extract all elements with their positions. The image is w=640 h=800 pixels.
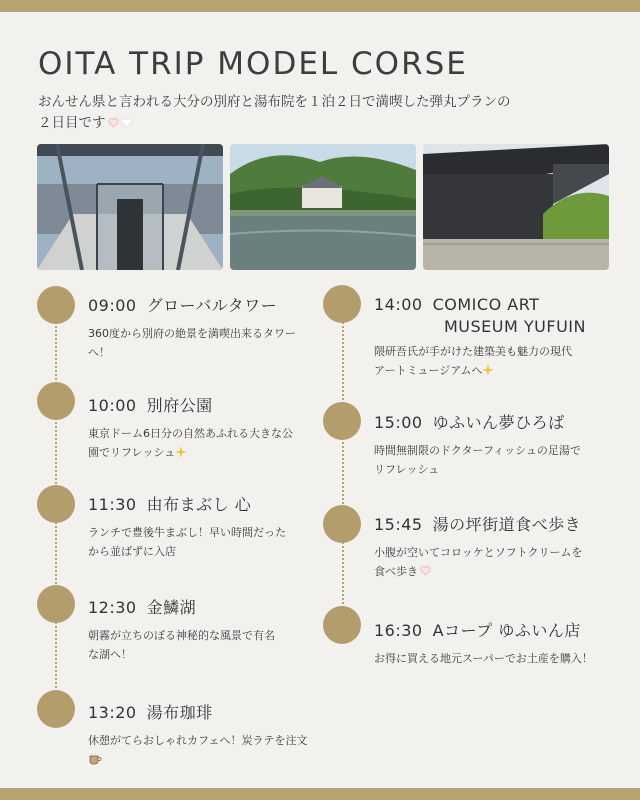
- event-desc: リフレッシュ: [374, 463, 440, 476]
- event-place: 湯布珈琲: [146, 703, 213, 722]
- event-time: 11:30: [88, 495, 137, 514]
- event-place: グローバルタワー: [146, 296, 278, 315]
- timeline-dot: [323, 505, 361, 543]
- schedule-item: [374, 512, 583, 581]
- sparkle-icon: [482, 364, 494, 376]
- timeline-dot: [37, 286, 75, 324]
- schedule-item: [88, 293, 296, 362]
- global-tower-photo: [37, 144, 223, 270]
- heart-icon: [420, 566, 431, 576]
- event-desc: から並ばずに入店: [88, 545, 176, 558]
- timeline-dot: [37, 690, 75, 728]
- event-place: 別府公園: [146, 396, 213, 415]
- timeline-dot: [323, 606, 361, 644]
- event-place: Aコープ ゆふいん店: [432, 621, 581, 640]
- event-time: 09:00: [88, 296, 137, 315]
- page-title: OITA TRIP MODEL CORSE: [38, 46, 468, 82]
- coffee-icon: [88, 753, 102, 765]
- event-desc: 園でリフレッシュ: [88, 446, 176, 459]
- heart-icon: [108, 118, 119, 128]
- event-desc: 隈研吾氏が手がけた建築美も魅力の現代: [374, 345, 572, 358]
- event-desc: 東京ドーム6日分の自然あふれる大きな公: [88, 427, 293, 440]
- event-desc: 休憩がてらおしゃれカフェへ！炭ラテを注文: [88, 734, 308, 747]
- event-time: 10:00: [88, 396, 137, 415]
- subtitle-line-1: おんせん県と言われる大分の別府と湯布院を１泊２日で満喫した弾丸プランの: [38, 94, 511, 110]
- photo-strip: [37, 144, 609, 270]
- event-time: 12:30: [88, 598, 137, 617]
- top-border: [0, 0, 640, 12]
- event-desc: ランチで豊後牛まぶし！早い時間だった: [88, 526, 286, 539]
- timeline-dot: [37, 382, 75, 420]
- event-desc: 時間無制限のドクターフィッシュの足湯で: [374, 444, 581, 457]
- schedule-item: [374, 618, 593, 668]
- event-desc: 食べ歩き: [374, 565, 418, 578]
- event-time: 15:45: [374, 515, 423, 534]
- event-time: 13:20: [88, 703, 137, 722]
- timeline-dot: [323, 402, 361, 440]
- timeline-dot: [37, 485, 75, 523]
- event-place-line2: MUSEUM YUFUIN: [444, 317, 586, 336]
- sparkle-icon: [175, 446, 187, 458]
- schedule-item: [88, 700, 307, 769]
- event-time: 14:00: [374, 295, 423, 314]
- event-desc: アートミュージアムへ: [374, 364, 483, 377]
- event-place: 湯の坪街道食べ歩き: [432, 515, 582, 534]
- event-desc: な湖へ！: [88, 648, 132, 661]
- event-desc: お得に買える地元スーパーでお土産を購入！: [374, 652, 593, 665]
- event-place: COMICO ART: [432, 295, 540, 314]
- timeline-dot: [323, 285, 361, 323]
- schedule-item: [374, 410, 581, 479]
- museum-photo: [423, 144, 609, 270]
- event-desc: 360度から別府の絶景を満喫出来るタワー: [88, 327, 296, 340]
- event-place: 由布まぶし 心: [146, 495, 252, 514]
- event-time: 15:00: [374, 413, 423, 432]
- bottom-border: [0, 788, 640, 800]
- event-desc: へ！: [88, 346, 110, 359]
- timeline-right-line: [342, 303, 344, 627]
- subtitle-line-2: ２日目です: [38, 115, 106, 131]
- lake-photo: [230, 144, 416, 270]
- timeline-dot: [37, 585, 75, 623]
- schedule-item: [374, 295, 586, 380]
- schedule-item: [88, 492, 286, 561]
- heart-outline-icon: [121, 118, 132, 128]
- schedule-item: [88, 393, 293, 462]
- event-desc: 朝霧が立ちのぼる神秘的な風景で有名: [88, 629, 275, 642]
- event-place: ゆふいん夢ひろば: [432, 413, 565, 432]
- schedule-item: [88, 595, 275, 664]
- event-desc: 小腹が空いてコロッケとソフトクリームを: [374, 546, 583, 559]
- event-time: 16:30: [374, 621, 423, 640]
- page-subtitle: [38, 92, 598, 134]
- event-place: 金鱗湖: [146, 598, 197, 617]
